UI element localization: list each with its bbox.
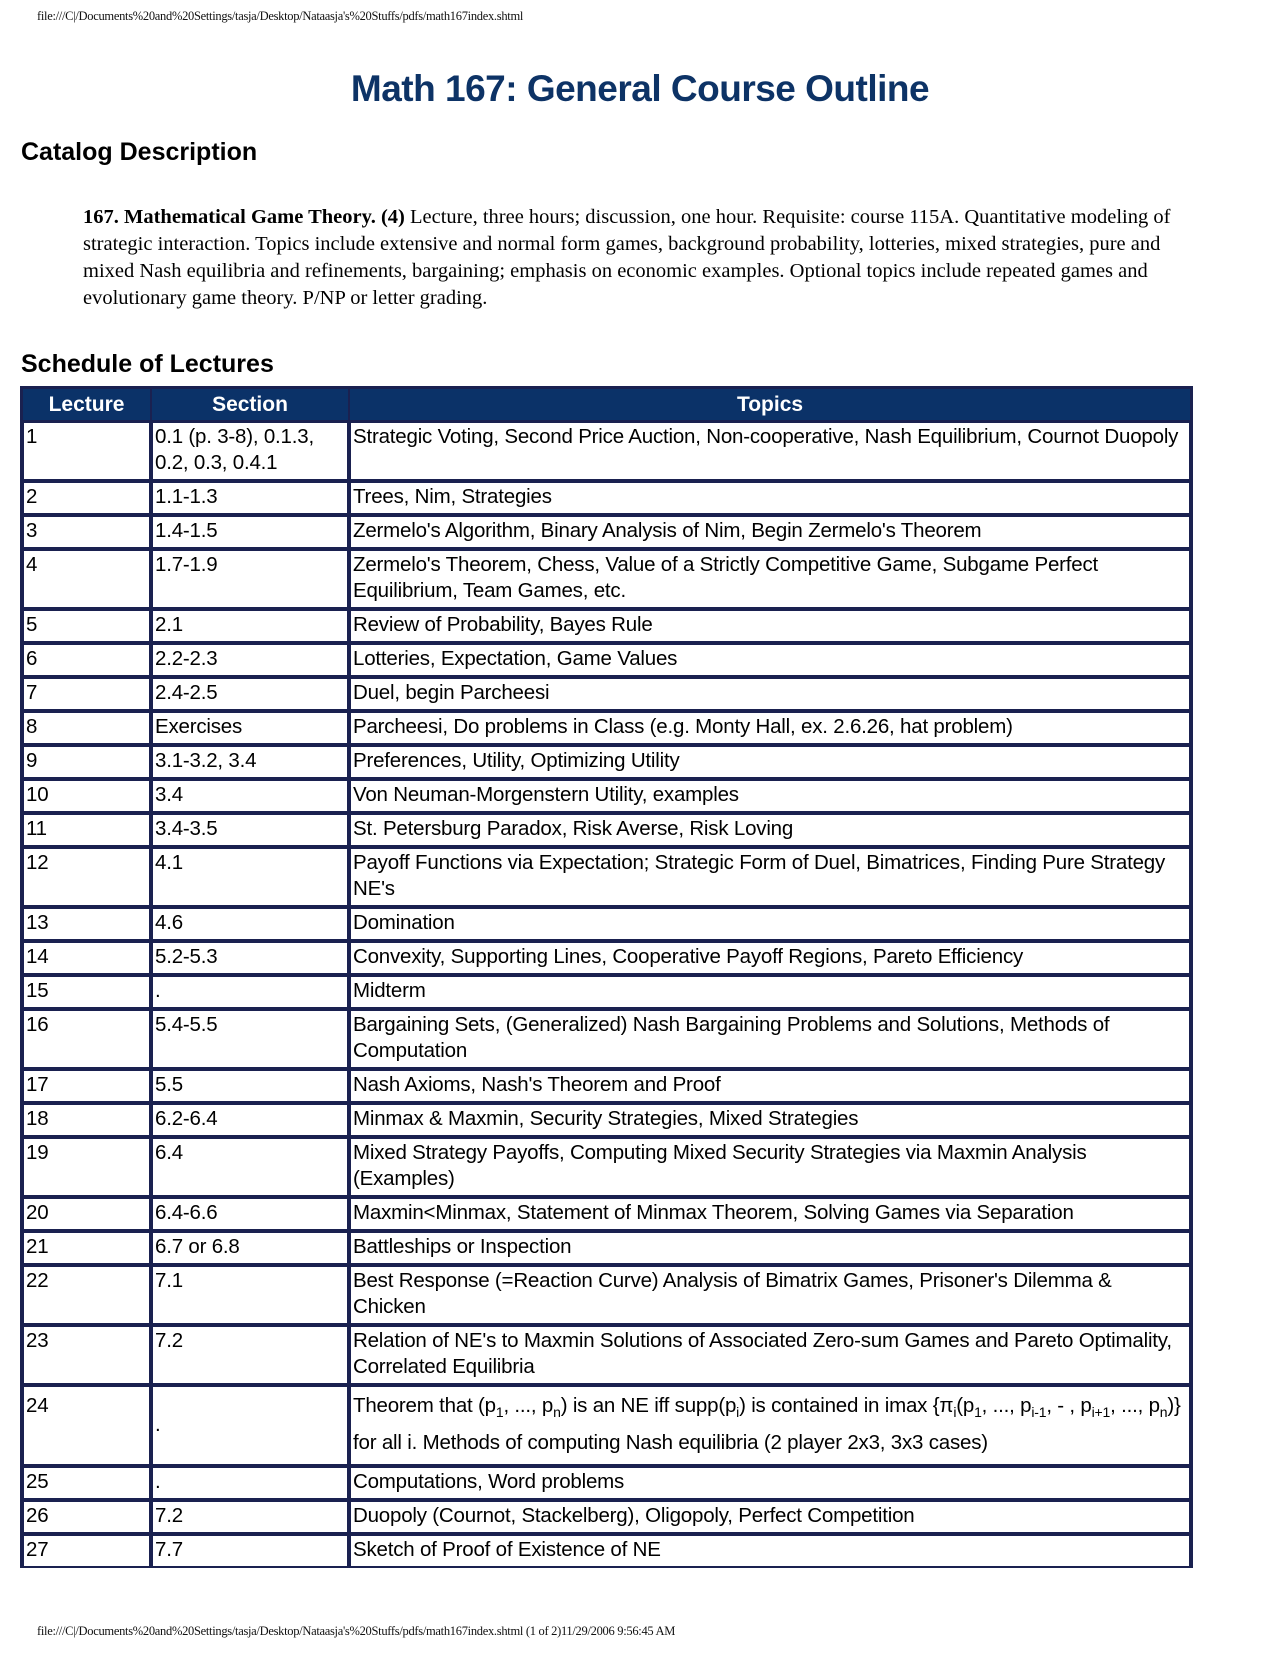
page-title: Math 167: General Course Outline (350, 68, 930, 109)
subscript: i (953, 1404, 957, 1420)
lecture-number-cell: 22 (22, 1265, 151, 1325)
topics-cell: Payoff Functions via Expectation; Strategic Form of Duel, Bimatrices, Finding Pure Strategy NE's (349, 847, 1191, 907)
topics-cell: Midterm (349, 975, 1191, 1009)
section-cell: 7.1 (151, 1265, 349, 1325)
table-row (22, 421, 1191, 481)
topics-cell: Lotteries, Expectation, Game Values (349, 643, 1191, 677)
table-row (22, 1103, 1191, 1137)
section-cell: 6.7 or 6.8 (151, 1231, 349, 1265)
lecture-number-cell: 8 (22, 711, 151, 745)
section-cell: 5.5 (151, 1069, 349, 1103)
section-cell: 4.6 (151, 907, 349, 941)
lecture-number-cell: 2 (22, 481, 151, 515)
table-row (22, 1265, 1191, 1325)
section-cell: 0.1 (p. 3-8), 0.1.3, 0.2, 0.3, 0.4.1 (151, 421, 349, 481)
topics-cell: Strategic Voting, Second Price Auction, Non-cooperative, Nash Equilibrium, Cournot Duopoly (349, 421, 1191, 481)
table-row (22, 1197, 1191, 1231)
topic-text: , ..., p (1110, 1394, 1160, 1417)
page-url-footer: file:///C|/Documents%20and%20Settings/tasja/Desktop/Nataasja's%20Stuffs/pdfs/math167index.shtml (1 of 2)11/29/2006 9:56:45 AM (37, 1624, 676, 1638)
section-cell: 1.1-1.3 (151, 481, 349, 515)
table-row (22, 1009, 1191, 1069)
topic-text: ) is an NE iff supp(p (560, 1394, 737, 1417)
lecture-number-cell: 20 (22, 1197, 151, 1231)
lecture-number-cell: 21 (22, 1231, 151, 1265)
schedule-heading: Schedule of Lectures (21, 350, 274, 378)
section-cell: 7.2 (151, 1325, 349, 1385)
lecture-number-cell: 23 (22, 1325, 151, 1385)
table-row (22, 779, 1191, 813)
section-cell: 1.7-1.9 (151, 549, 349, 609)
subscript: i+1 (1091, 1404, 1111, 1420)
table-row (22, 941, 1191, 975)
topic-text: ) is contained in imax {π (739, 1394, 954, 1417)
topics-cell: Sketch of Proof of Existence of NE (349, 1534, 1191, 1568)
topic-text: , - , p (1046, 1394, 1092, 1417)
lecture-number-cell: 6 (22, 643, 151, 677)
section-cell: 2.1 (151, 609, 349, 643)
topics-cell: Best Response (=Reaction Curve) Analysis of Bimatrix Games, Prisoner's Dilemma & Chicken (349, 1265, 1191, 1325)
topics-cell: Battleships or Inspection (349, 1231, 1191, 1265)
section-cell: 6.4-6.6 (151, 1197, 349, 1231)
subscript: n (553, 1404, 561, 1420)
table-row (22, 1325, 1191, 1385)
topics-cell: Domination (349, 907, 1191, 941)
section-cell: 6.2-6.4 (151, 1103, 349, 1137)
subscript: i-1 (1031, 1404, 1047, 1420)
topics-cell: Nash Axioms, Nash's Theorem and Proof (349, 1069, 1191, 1103)
column-header-section: Section (151, 388, 349, 421)
topic-text: Theorem that (p (353, 1394, 496, 1417)
table-row (22, 549, 1191, 609)
catalog-heading: Catalog Description (21, 138, 258, 166)
catalog-description (83, 204, 1178, 312)
section-cell: 1.4-1.5 (151, 515, 349, 549)
section-cell: . (151, 975, 349, 1009)
section-cell: . (151, 1385, 349, 1466)
lecture-schedule-table (20, 386, 1193, 1568)
topics-cell: St. Petersburg Paradox, Risk Averse, Risk Loving (349, 813, 1191, 847)
lecture-number-cell: 7 (22, 677, 151, 711)
lecture-number-cell: 4 (22, 549, 151, 609)
table-row (22, 609, 1191, 643)
topics-cell: Von Neuman-Morgenstern Utility, examples (349, 779, 1191, 813)
topics-cell: Zermelo's Algorithm, Binary Analysis of Nim, Begin Zermelo's Theorem (349, 515, 1191, 549)
section-cell: 7.7 (151, 1534, 349, 1568)
section-cell: . (151, 1466, 349, 1500)
lecture-number-cell: 25 (22, 1466, 151, 1500)
lecture-number-cell: 17 (22, 1069, 151, 1103)
table-row (22, 1137, 1191, 1197)
lecture-number-cell: 27 (22, 1534, 151, 1568)
section-cell: 5.4-5.5 (151, 1009, 349, 1069)
table-row (22, 907, 1191, 941)
topics-cell: Parcheesi, Do problems in Class (e.g. Monty Hall, ex. 2.6.26, hat problem) (349, 711, 1191, 745)
lecture-number-cell: 12 (22, 847, 151, 907)
section-cell: 7.2 (151, 1500, 349, 1534)
lecture-number-cell: 1 (22, 421, 151, 481)
column-header-topics: Topics (349, 388, 1191, 421)
table-row (22, 975, 1191, 1009)
lecture-number-cell: 5 (22, 609, 151, 643)
topics-cell: Zermelo's Theorem, Chess, Value of a Strictly Competitive Game, Subgame Perfect Equilibrium, Team Games, etc. (349, 549, 1191, 609)
topics-cell: Minmax & Maxmin, Security Strategies, Mixed Strategies (349, 1103, 1191, 1137)
table-row (22, 1069, 1191, 1103)
subscript: 1 (974, 1404, 982, 1420)
topic-text: (p (956, 1394, 975, 1417)
topics-cell: Maxmin<Minmax, Statement of Minmax Theorem, Solving Games via Separation (349, 1197, 1191, 1231)
lecture-number-cell: 18 (22, 1103, 151, 1137)
table-header-row (22, 388, 1191, 421)
course-description-text: Lecture, three hours; discussion, one hour. Requisite: course 115A. Quantitative modeling of strategic interaction. Topics include extensive and normal form games, background probability, lotteries, mixed strategies, pure and mixed Nash equilibria and refinements, bargaining; emphasis on economic examples. Optional topics include repeated games and evolutionary game theory. P/NP or letter grading. (83, 206, 1171, 309)
topic-text: )} for all i. Methods of computing Nash equilibria (2 player 2x3, 3x3 cases) (353, 1394, 1181, 1454)
table-row (22, 1231, 1191, 1265)
table-row (22, 711, 1191, 745)
topic-text: , ..., p (503, 1394, 554, 1417)
topics-cell: Duopoly (Cournot, Stackelberg), Oligopoly, Perfect Competition (349, 1500, 1191, 1534)
table-row (22, 1500, 1191, 1534)
topics-cell: Relation of NE's to Maxmin Solutions of Associated Zero-sum Games and Pareto Optimality, Correlated Equilibria (349, 1325, 1191, 1385)
lecture-number-cell: 16 (22, 1009, 151, 1069)
topics-cell: Mixed Strategy Payoffs, Computing Mixed Security Strategies via Maxmin Analysis (Examples) (349, 1137, 1191, 1197)
lecture-number-cell: 11 (22, 813, 151, 847)
lecture-number-cell: 9 (22, 745, 151, 779)
table-row (22, 677, 1191, 711)
section-cell: 6.4 (151, 1137, 349, 1197)
table-row (22, 1466, 1191, 1500)
lecture-number-cell: 10 (22, 779, 151, 813)
table-row (22, 481, 1191, 515)
topics-cell: Review of Probability, Bayes Rule (349, 609, 1191, 643)
section-cell: 4.1 (151, 847, 349, 907)
table-row (22, 847, 1191, 907)
course-label: 167. Mathematical Game Theory. (4) (83, 206, 405, 228)
topics-cell: Trees, Nim, Strategies (349, 481, 1191, 515)
topics-cell: Preferences, Utility, Optimizing Utility (349, 745, 1191, 779)
table-row (22, 1534, 1191, 1568)
topics-cell: Computations, Word problems (349, 1466, 1191, 1500)
topics-cell: Convexity, Supporting Lines, Cooperative Payoff Regions, Pareto Efficiency (349, 941, 1191, 975)
subscript: i (736, 1404, 740, 1420)
topics-cell: Bargaining Sets, (Generalized) Nash Bargaining Problems and Solutions, Methods of Computation (349, 1009, 1191, 1069)
lecture-number-cell: 3 (22, 515, 151, 549)
subscript: 1 (495, 1404, 504, 1420)
table-row (22, 745, 1191, 779)
lecture-number-cell: 14 (22, 941, 151, 975)
topic-text: , ..., p (981, 1394, 1032, 1417)
table-row (22, 515, 1191, 549)
lecture-number-cell: 26 (22, 1500, 151, 1534)
section-cell: Exercises (151, 711, 349, 745)
section-cell: 3.1-3.2, 3.4 (151, 745, 349, 779)
section-cell: 2.4-2.5 (151, 677, 349, 711)
table-row (22, 643, 1191, 677)
section-cell: 3.4-3.5 (151, 813, 349, 847)
section-cell: 5.2-5.3 (151, 941, 349, 975)
page-url-header: file:///C|/Documents%20and%20Settings/tasja/Desktop/Nataasja's%20Stuffs/pdfs/math167index.shtml (37, 9, 524, 23)
subscript: n (1159, 1404, 1168, 1420)
section-cell: 3.4 (151, 779, 349, 813)
column-header-lecture: Lecture (22, 388, 151, 421)
topics-cell (349, 1385, 1191, 1466)
lecture-number-cell: 13 (22, 907, 151, 941)
lecture-number-cell: 15 (22, 975, 151, 1009)
lecture-number-cell: 24 (22, 1385, 151, 1466)
section-cell: 2.2-2.3 (151, 643, 349, 677)
lecture-number-cell: 19 (22, 1137, 151, 1197)
table-row (22, 813, 1191, 847)
topics-cell: Duel, begin Parcheesi (349, 677, 1191, 711)
table-row (22, 1385, 1191, 1466)
